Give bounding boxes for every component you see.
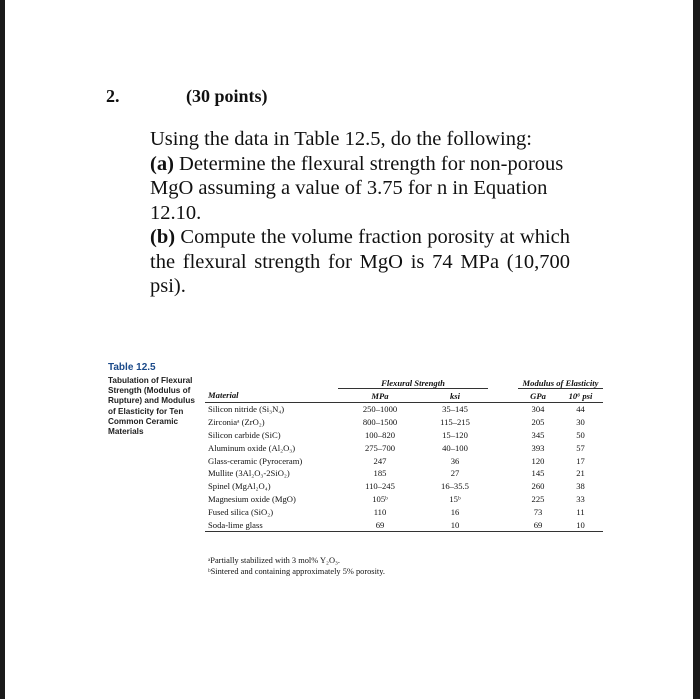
part-b-label: (b): [150, 226, 176, 248]
cell-gpa: 120: [531, 455, 545, 466]
flexural-strength-header: Flexural Strength: [338, 362, 488, 389]
cell-material: Mullite (3Al₂O₃-2SiO₂): [208, 468, 290, 479]
part-b-text: Compute the volume fraction porosity at which the flexural strength for MgO is 74 MPa (10,700 psi).: [150, 226, 570, 297]
cell-gpa: 393: [531, 442, 545, 453]
cell-ksi: 27: [450, 468, 460, 479]
table-number: Table 12.5: [108, 362, 156, 373]
table-row: [205, 441, 603, 454]
cell-mpa: 69: [338, 518, 422, 531]
right-dark-border: [693, 0, 700, 699]
part-a-label: (a): [150, 152, 174, 175]
cell-material: Zirconiaᵃ (ZrO₂): [208, 417, 265, 428]
table-12-5: [205, 362, 603, 532]
column-gpa: GPa: [518, 389, 558, 403]
cell-psi: 30: [576, 417, 585, 428]
footnote-a: ᵃPartially stabilized with 3 mol% Y₂O₃.: [208, 556, 341, 565]
cell-gpa: 225: [531, 493, 545, 504]
cell-gpa: 73: [533, 506, 543, 517]
cell-psi: 10: [558, 518, 603, 531]
cell-mpa: 105ᵇ: [372, 493, 388, 504]
cell-ksi: 16: [450, 506, 460, 517]
column-mpa: MPa: [338, 389, 422, 403]
cell-psi: 33: [576, 493, 585, 504]
cell-mpa: 110–245: [365, 481, 395, 492]
properties-table: [205, 362, 603, 532]
cell-psi: 50: [576, 429, 585, 440]
left-dark-border: [0, 0, 5, 699]
cell-material: Spinel (MgAl₂O₄): [208, 481, 271, 492]
question-prompt: [150, 127, 570, 299]
cell-psi: 17: [576, 455, 585, 466]
question-part-a: [150, 152, 570, 226]
cell-material: Silicon carbide (SiC): [208, 429, 281, 440]
question-number: 2.: [106, 86, 120, 106]
table-row: [205, 505, 603, 518]
column-material: Material: [205, 389, 338, 403]
cell-ksi: 16–35.5: [441, 481, 469, 492]
table-caption-text: Tabulation of Flexural Strength (Modulus of Rupture) and Modulus of Elasticity for Ten Common Ceramic Materials: [108, 376, 195, 437]
cell-ksi: 115–215: [440, 417, 470, 428]
question-part-b: [150, 225, 570, 299]
cell-gpa: 145: [531, 468, 545, 479]
cell-gpa: 205: [531, 417, 545, 428]
cell-psi: 38: [576, 481, 585, 492]
cell-material: Glass-ceramic (Pyroceram): [208, 455, 303, 466]
cell-mpa: 247: [373, 455, 387, 466]
cell-ksi: 15ᵇ: [449, 493, 461, 504]
modulus-header: Modulus of Elasticity: [518, 362, 603, 389]
footnote-b: ᵇSintered and containing approximately 5% porosity.: [208, 567, 385, 576]
table-footnotes: [208, 555, 385, 577]
column-10e6-psi: 10⁶ psi: [558, 389, 603, 403]
cell-psi: 57: [576, 442, 585, 453]
cell-material: Fused silica (SiO₂): [208, 506, 274, 517]
table-row: [205, 480, 603, 493]
cell-gpa: 260: [531, 481, 545, 492]
cell-mpa: 800–1500: [362, 417, 398, 428]
table-row: [205, 518, 603, 531]
table-row: [205, 429, 603, 442]
table-row: [205, 454, 603, 467]
cell-mpa: 100–820: [364, 429, 396, 440]
cell-material: Magnesium oxide (MgO): [208, 493, 296, 504]
cell-psi: 11: [576, 506, 585, 517]
table-row: [205, 403, 603, 416]
cell-mpa: 275–700: [364, 442, 396, 453]
cell-gpa: 304: [531, 404, 545, 415]
cell-ksi: 36: [450, 455, 460, 466]
cell-material: Aluminum oxide (Al₂O₃): [208, 442, 296, 453]
question-intro: Using the data in Table 12.5, do the following:: [150, 128, 532, 150]
cell-material: Soda-lime glass: [205, 518, 338, 531]
cell-material: Silicon nitride (Si₃N₄): [208, 404, 285, 415]
table-row: [205, 493, 603, 506]
table-caption: [108, 362, 203, 437]
cell-psi: 21: [576, 468, 585, 479]
cell-ksi: 35–145: [442, 404, 468, 415]
column-ksi: ksi: [422, 389, 488, 403]
cell-mpa: 185: [373, 468, 387, 479]
cell-ksi: 15–120: [442, 429, 468, 440]
question-points: (30 points): [186, 86, 268, 106]
cell-gpa: 69: [518, 518, 558, 531]
table-row: [205, 416, 603, 429]
cell-ksi: 10: [422, 518, 488, 531]
table-row: [205, 467, 603, 480]
cell-gpa: 345: [531, 429, 545, 440]
cell-mpa: 110: [373, 506, 387, 517]
cell-ksi: 40–100: [442, 442, 468, 453]
cell-psi: 44: [576, 404, 585, 415]
cell-mpa: 250–1000: [362, 404, 398, 415]
part-a-text: Determine the flexural strength for non-porous MgO assuming a value of 3.75 for n in Equation 12.10.: [150, 152, 564, 224]
